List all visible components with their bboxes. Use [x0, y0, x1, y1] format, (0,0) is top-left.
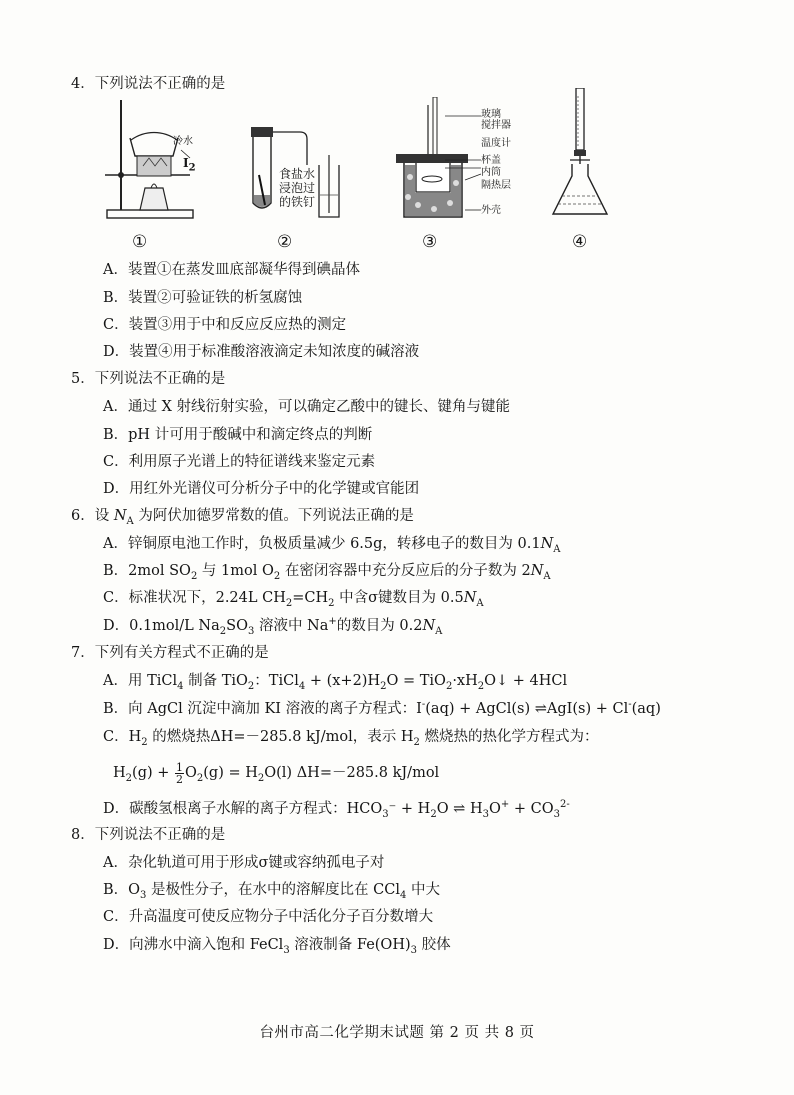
apparatus-number-2: ②: [277, 232, 293, 252]
q7-option-a: A．用 TiCl$_4$ 制备 TiO$_2$：TiCl$_4$ + $(x+2)H_2O$ = $TiO_2\cdot xH_2O↓ + 4HCl$: [103, 673, 568, 692]
q8-option-a: A．杂化轨道可用于形成σ键或容纳孤电子对: [103, 855, 385, 871]
q5-option-a: A．通过 X 射线衍射实验，可以确定乙酸中的键长、键角与键能: [103, 399, 511, 415]
q7-option-d: D．碳酸氢根离子水解的离子方程式：$HCO_3^- + H_2O$ ⇌ $H_3O^+ + CO_3^{2-}$: [103, 799, 570, 820]
apparatus-number-1: ①: [132, 232, 148, 252]
q4-option-b: B．装置②可验证铁的析氢腐蚀: [103, 290, 303, 306]
page-footer: 台州市高二化学期末试题 第 2 页 共 8 页: [259, 1025, 535, 1041]
q6-option-a: A．锌铜原电池工作时，负极质量减少 6.5g，转移电子的数目为 $0.1N_A$: [103, 536, 561, 555]
label-glass-stirrer: 玻璃 搅拌器: [481, 109, 511, 131]
q6-title: 6．设 $N_A$ 为阿伏加德罗常数的值。下列说法正确的是: [71, 508, 414, 527]
q8-option-c: C．升高温度可使反应物分子中活化分子百分数增大: [103, 909, 434, 925]
q8-option-b: B．$O_3$ 是极性分子，在水中的溶解度比在 CCl$_4$ 中大: [103, 882, 440, 901]
label-brine: 食盐水 浸泡过 的铁钉: [279, 167, 316, 209]
apparatus-4-diagram: [550, 88, 620, 223]
apparatus-number-3: ③: [422, 232, 438, 252]
q8-title: 8．下列说法不正确的是: [71, 827, 226, 843]
q4-option-a: A．装置①在蒸发皿底部凝华得到碘晶体: [103, 262, 360, 278]
q4-option-d: D．装置④用于标准酸溶液滴定未知浓度的碱溶液: [103, 344, 420, 360]
q4-option-c: C．装置③用于中和反应反应热的测定: [103, 317, 347, 333]
q7-thermochemical-equation: $H_2(g)$ + $\frac{1}{2}$ $O_2(g) = H_2O(l)$ ΔH=－285.8 kJ/mol: [113, 760, 440, 786]
label-thermometer: 温度计: [481, 138, 511, 149]
q6-option-c: C．标准状况下，2.24L $CH_2=CH_2$ 中含σ键数目为 $0.5N_A$: [103, 590, 484, 609]
q6-option-b: B．2mol $SO_2$ 与 1mol $O_2$ 在密闭容器中充分反应后的分子数为 $2N_A$: [103, 563, 551, 582]
apparatus-3-leader-lines: [445, 110, 485, 220]
q5-option-b: B．pH 计可用于酸碱中和滴定终点的判断: [103, 427, 373, 443]
label-lid: 杯盖: [481, 155, 501, 166]
fraction-one-half: $\frac{1}{2}$: [176, 760, 183, 786]
label-insulation: 隔热层: [481, 180, 511, 191]
q8-option-d: D．向沸水中滴入饱和 FeCl$_3$ 溶液制备 $Fe(OH)_3$ 胶体: [103, 937, 451, 956]
q5-option-c: C．利用原子光谱上的特征谱线来鉴定元素: [103, 454, 376, 470]
q7-title: 7．下列有关方程式不正确的是: [71, 645, 269, 661]
apparatus-number-4: ④: [572, 232, 588, 252]
q7-option-c: C．$H_2$ 的燃烧热ΔH=－285.8 kJ/mol，表示 $H_2$ 燃烧热的热化学方程式为：: [103, 729, 599, 748]
q5-option-d: D．用红外光谱仪可分析分子中的化学键或官能团: [103, 481, 420, 497]
label-cold-water: 冷水: [173, 136, 193, 147]
label-i2: $I_2$: [183, 156, 196, 174]
q7-option-b: B．向 AgCl 沉淀中滴加 KI 溶液的离子方程式：I-(aq) + AgCl(s) ⇌AgI(s) + Cl-(aq): [103, 699, 661, 717]
label-inner: 内筒: [481, 167, 501, 178]
label-shell: 外壳: [481, 205, 501, 216]
q4-title: 4．下列说法不正确的是: [71, 76, 226, 92]
q6-option-d: D．0.1mol/L $Na_2SO_3$ 溶液中 Na+的数目为 $0.2N_A$: [103, 616, 443, 637]
q5-title: 5．下列说法不正确的是: [71, 371, 226, 387]
